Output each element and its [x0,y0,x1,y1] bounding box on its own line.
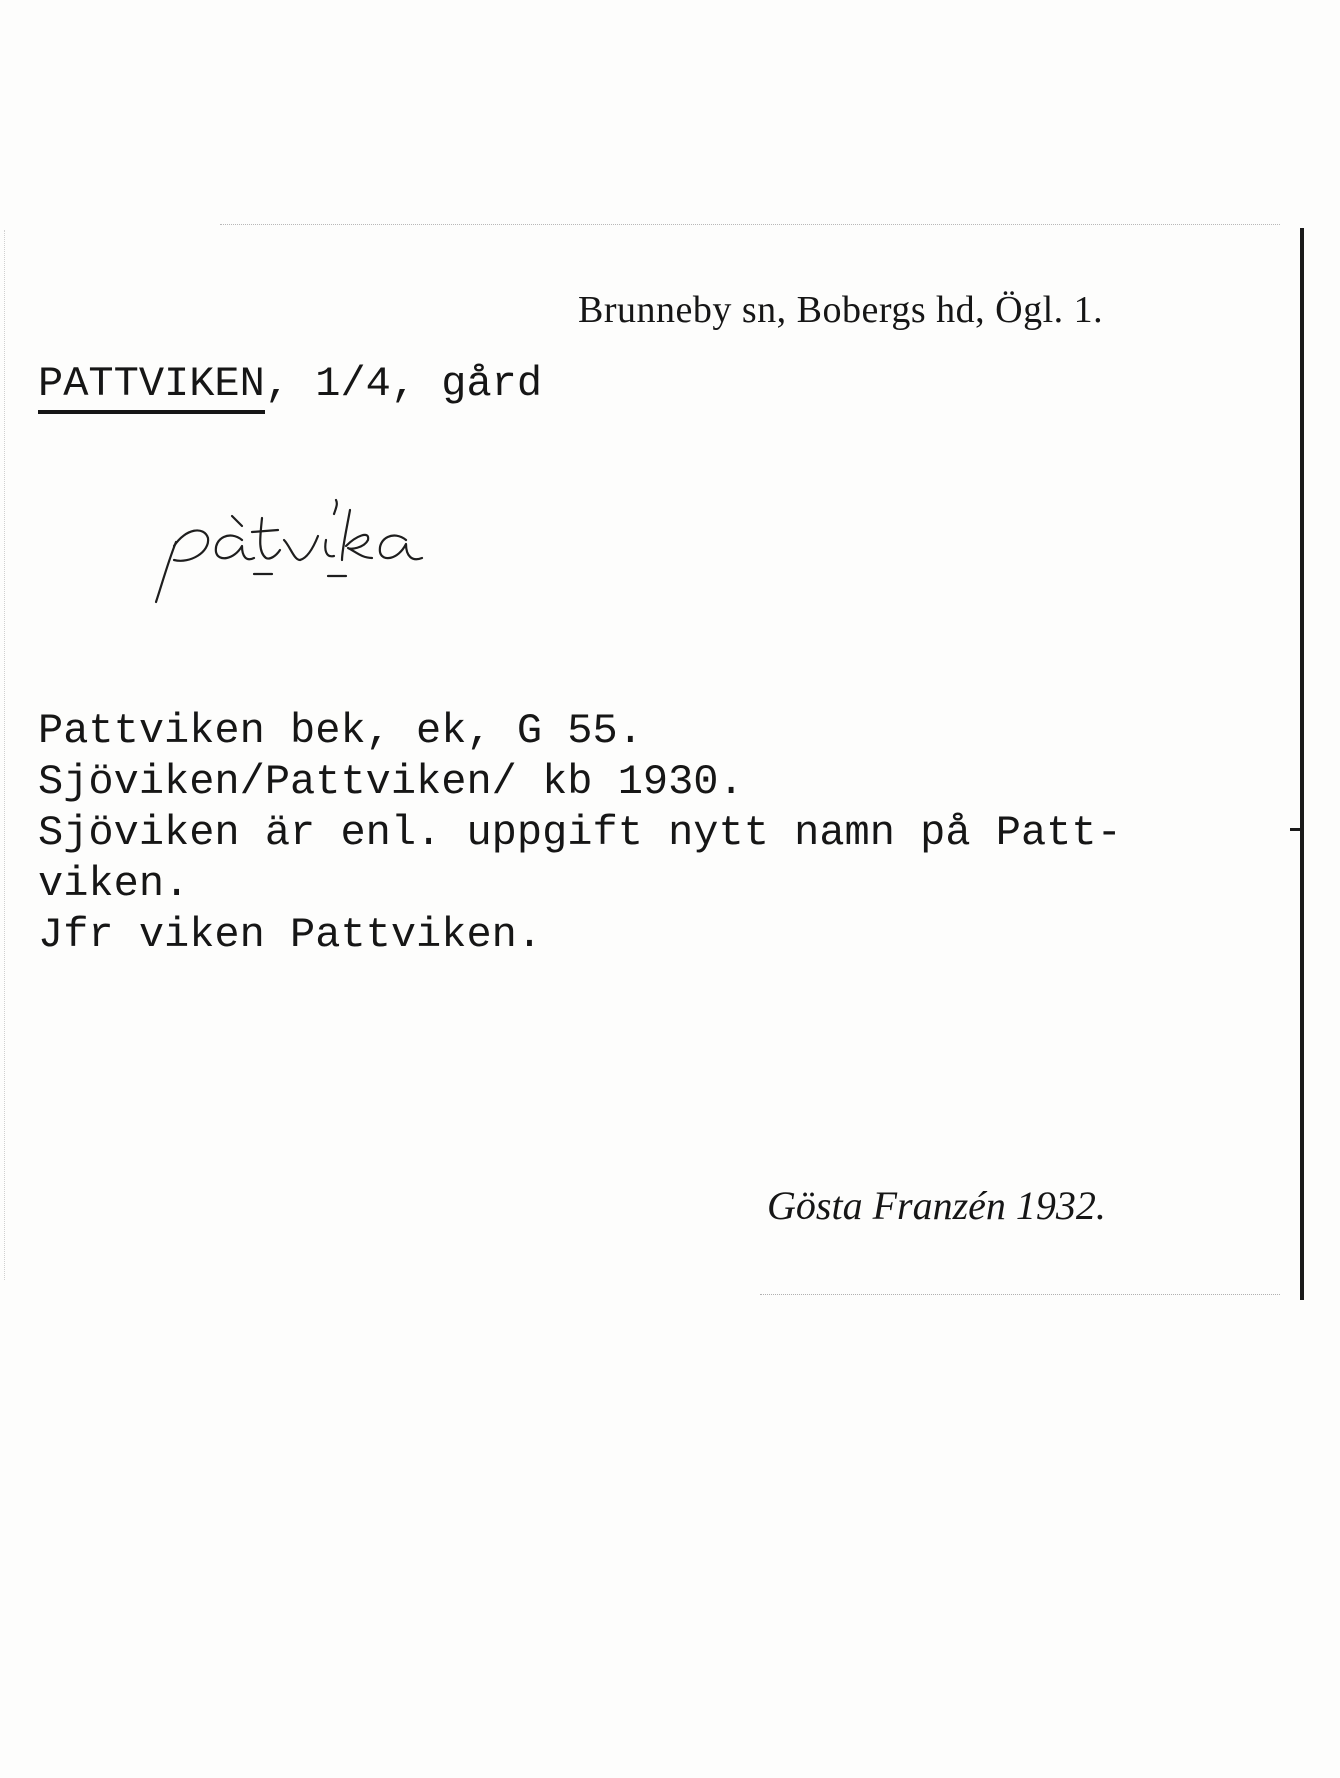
entry-body [38,706,1122,961]
bottom-rule [760,1294,1280,1295]
place-name: PATTVIKEN [38,360,265,414]
top-rule [220,224,1280,225]
right-border-line [1300,228,1304,1300]
entry-heading [38,360,542,408]
body-line: Sjöviken är enl. uppgift nytt namn på Patt- [38,809,1122,857]
hyphen-tick [1290,828,1302,831]
collector-signature: Gösta Franzén 1932. [767,1183,1106,1228]
location-line: Brunneby sn, Bobergs hd, Ögl. 1. [578,289,1104,331]
body-line: Pattviken bek, ek, G 55. [38,707,643,755]
handwritten-pronunciation [150,480,490,610]
body-line: Sjöviken/Pattviken/ kb 1930. [38,758,744,806]
left-edge [4,230,7,1280]
body-line: Jfr viken Pattviken. [38,911,543,959]
heading-details: , 1/4, gård [264,360,543,408]
body-line: viken. [38,860,190,908]
